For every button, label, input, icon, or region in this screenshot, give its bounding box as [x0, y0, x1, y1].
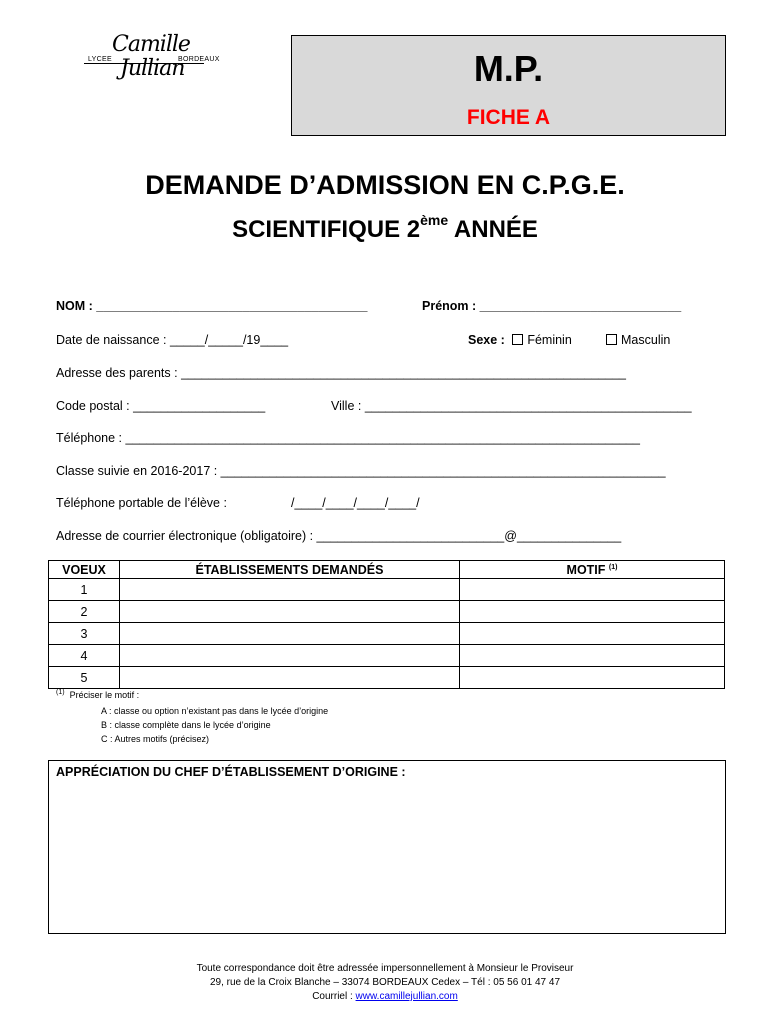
footer-courriel: [0, 991, 770, 1002]
voeux-table: [48, 560, 725, 689]
motif-cell[interactable]: [460, 645, 725, 667]
col-motif: [460, 561, 725, 579]
masculin-checkbox[interactable]: [606, 334, 617, 345]
etablissement-cell[interactable]: [120, 645, 460, 667]
row-number: 1: [49, 579, 120, 601]
page-title: DEMANDE D’ADMISSION EN C.P.G.E.: [145, 170, 625, 200]
footnote-a: A : classe ou option n’existant pas dans le lycée d’origine: [101, 706, 329, 716]
email-field[interactable]: Adresse de courrier électronique (obligatoire) : ___________________________@_______________: [56, 529, 622, 543]
appreciation-label: APPRÉCIATION DU CHEF D’ÉTABLISSEMENT D’ORIGINE :: [56, 765, 406, 779]
table-row: [49, 623, 725, 645]
appreciation-box[interactable]: [48, 760, 726, 934]
footnote-b: B : classe complète dans le lycée d’origine: [101, 720, 271, 730]
logo-lycee-text: LYCEE: [88, 56, 112, 63]
row-number: 5: [49, 667, 120, 689]
feminin-checkbox[interactable]: [512, 334, 523, 345]
etablissement-cell[interactable]: [120, 579, 460, 601]
row-number: 2: [49, 601, 120, 623]
classe-field[interactable]: Classe suivie en 2016-2017 : ________________________________________________________________: [56, 464, 666, 478]
etablissement-cell[interactable]: [120, 601, 460, 623]
courriel-label: Courriel :: [312, 991, 356, 1002]
ville-field[interactable]: Ville : _______________________________________________: [331, 399, 692, 413]
sexe-group: [468, 333, 572, 347]
form-code: M.P.: [473, 48, 544, 89]
row-number: 4: [49, 645, 120, 667]
prenom-field[interactable]: Prénom : _____________________________: [422, 299, 682, 313]
table-row: [49, 579, 725, 601]
logo-script-top: Camille: [112, 32, 190, 57]
page-subtitle: [0, 212, 770, 244]
footnote-c: C : Autres motifs (précisez): [101, 734, 210, 744]
footer-line1: Toute correspondance doit être adressée impersonnellement à Monsieur le Proviseur: [196, 963, 574, 974]
header-box: [291, 35, 726, 136]
table-row: [49, 667, 725, 689]
telephone-field[interactable]: Téléphone : __________________________________________________________________________: [56, 431, 640, 445]
col-motif-label: MOTIF: [566, 562, 606, 577]
footnote-intro: [56, 689, 139, 700]
sexe-label: Sexe :: [468, 333, 505, 347]
table-row: [49, 645, 725, 667]
subtitle-post: ANNÉE: [448, 216, 538, 243]
row-number: 3: [49, 623, 120, 645]
logo-bordeaux-text: BORDEAUX: [178, 56, 220, 63]
footer-address: 29, rue de la Croix Blanche – 33074 BORDEAUX Cedex – Tél : 05 56 01 47 47: [209, 977, 561, 988]
website-link[interactable]: www.camillejullian.com: [355, 991, 458, 1002]
motif-cell[interactable]: [460, 601, 725, 623]
table-header-row: [49, 561, 725, 579]
col-etablissements: ÉTABLISSEMENTS DEMANDÉS: [120, 561, 460, 579]
tel-portable-field[interactable]: /____/____/____/____/: [291, 496, 420, 510]
adresse-field[interactable]: Adresse des parents : ________________________________________________________________: [56, 366, 626, 380]
etablissement-cell[interactable]: [120, 667, 460, 689]
subtitle-pre: SCIENTIFIQUE 2: [232, 216, 421, 243]
etablissement-cell[interactable]: [120, 623, 460, 645]
footnote-intro-text: Préciser le motif :: [69, 690, 140, 700]
nom-field[interactable]: NOM : _______________________________________: [56, 299, 368, 313]
masculin-label: Masculin: [621, 333, 671, 347]
table-row: [49, 601, 725, 623]
motif-cell[interactable]: [460, 623, 725, 645]
logo-script-bottom: Jullian: [120, 56, 185, 81]
motif-cell[interactable]: [460, 667, 725, 689]
dob-field[interactable]: Date de naissance : _____/_____/19____: [56, 333, 289, 347]
motif-cell[interactable]: [460, 579, 725, 601]
subtitle-sup: ème: [420, 212, 449, 228]
col-voeux: VOEUX: [49, 561, 120, 579]
tel-portable-label: Téléphone portable de l’élève :: [56, 496, 227, 510]
school-logo: [82, 32, 220, 86]
feminin-label: Féminin: [527, 333, 572, 347]
col-motif-footnote-mark: (1): [608, 563, 618, 571]
code-postal-field[interactable]: Code postal : ___________________: [56, 399, 266, 413]
masculin-group: [606, 333, 670, 347]
fiche-label: FICHE A: [466, 106, 551, 129]
footnote-mark: (1): [56, 689, 65, 696]
